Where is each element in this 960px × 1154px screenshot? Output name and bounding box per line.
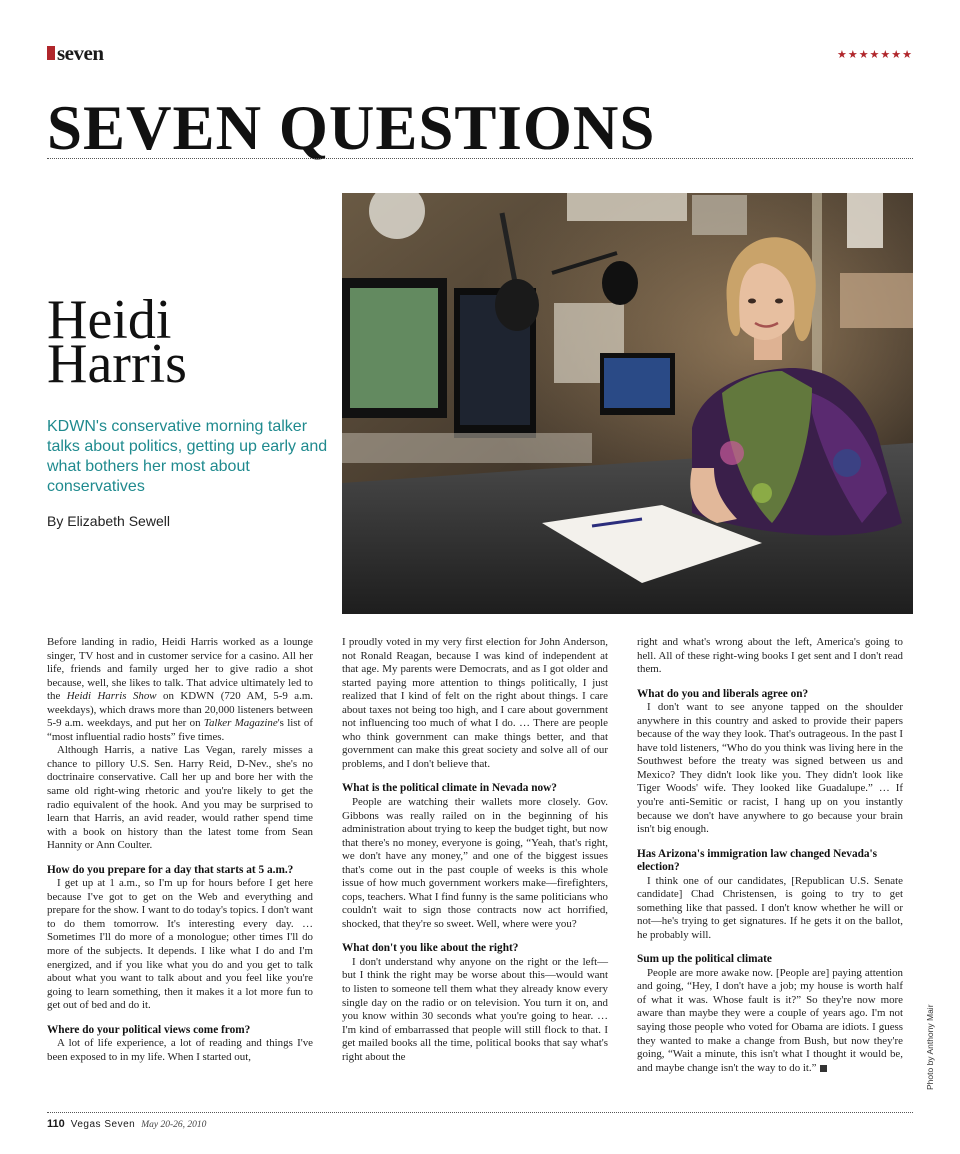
article-deck: KDWN's conservative morning talker talks about politics, getting up early and what bothers her most about conservatives [47,418,328,495]
answer-4-part-1: I don't understand why anyone on the right or the left—but I think the right may be worse about this—would want to listen to someone tell them what they already know every single day on the radio or on television. You turn it on, and you know within 30 seconds what you're going to hear. … I'm kind of embarrassed that people will still flock to that. I get mailed books all the time, political books that say what's right about the [342,955,608,1063]
intro-text-b: on KDWN (720 AM, 5-9 a.m. weekdays), which draws more than 20,000 listeners between 5-9 a.m. weekdays, and put her on [47,690,314,730]
top-divider [47,158,913,159]
answer-6: I think one of our candidates, [Republican U.S. Senate candidate] Chad Christensen, is going to try to get something like that passed. I don't know whether he will or not—he's trying to get signatures. If he gets it on the ballot, he probably will. [637,874,903,941]
photo-credit: Photo by Anthony Mair [925,1004,935,1090]
answer-2-part-1: A lot of life experience, a lot of reading and things I've been exposed to in my life. When I started out, [47,1037,313,1063]
intro-paragraph-1 [47,636,313,744]
subject-last-name: Harris [47,333,187,395]
answer-7-text: People are more awake now. [People are] paying attention and going, “Hey, I don't have a job; my house is worth half of what it was. Whose fault is it?” So they're now more aware than maybe they were a couple of years ago. I'm not saying those people who voted for Obama are idiots. I guess they wanted to make a change from Bush, but now they're going, “Wait a minute, this isn't what I thought it would be, and maybe change isn't the way to do it.” [637,966,903,1074]
subject-name [47,289,187,395]
question-5: What do you and liberals agree on? [637,687,809,700]
section-title: SEVEN QUESTIONS [47,93,656,163]
magazine-name: Talker Magazine [203,717,278,730]
article-column-3 [637,636,903,1075]
show-name: Heidi Harris Show [66,690,157,703]
footer-date: May 20-26, 2010 [141,1120,207,1130]
answer-3: People are watching their wallets more closely. Gov. Gibbons was really railed on in the beginning of his administration about trying to keep the budget tight, but now that there's no money, everyone is going, “Yeah, that's right, we don't have any money,” and one of the biggest issues that's come out in the past couple of weeks is this whole issue of how much government workers make—firefighters, cops, teachers. What I find funny is the same politicians who couldn't wait to sign those contracts now act horrified, shocked, that they're so sweet. Well, where were you? [342,795,608,930]
end-mark-icon [820,1065,827,1072]
intro-text-a: Before landing in radio, Heidi Harris worked as a lounge singer, TV host and in customer service for a casino. All her life, friends and family urged her to give radio a shot because, well, she likes to talk. That advice ultimately led to the [47,636,313,703]
question-3: What is the political climate in Nevada now? [342,782,557,795]
subject-first-name: Heidi [47,289,172,351]
article-column-1 [47,636,313,1064]
brand-bar [47,46,55,60]
question-2: Where do your political views come from? [47,1023,251,1036]
brand-name: seven [57,41,104,65]
answer-4-part-2: right and what's wrong about the left, America's going to hell. All of these right-wing books I get sent and I don't read them. [637,636,903,676]
footer-magazine: Vegas Seven [70,1119,136,1130]
byline: By Elizabeth Sewell [47,513,170,529]
intro-text-c: 's list of “most influential radio hosts” five times. [47,717,313,743]
question-7: Sum up the political climate [637,953,772,966]
portrait-photo-illustration [342,193,913,614]
brand-logo [47,41,104,65]
question-1: How do you prepare for a day that starts at 5 a.m.? [47,863,294,876]
portrait-photo [342,193,913,614]
article-column-2 [342,636,608,1064]
intro-paragraph-2: Although Harris, a native Las Vegan, rarely misses a chance to pillory U.S. Sen. Harry Reid, D-Nev., she's no doctrinaire conservative. Call her up and bore her with the same old right-wing rhetoric and you're likely to get the radio equivalent of the hook. And you may be surprised to learn that Harris, an avid reader, would rather spend time with a book on history than the latest tome from Sean Hannity or Ann Coulter. [47,744,313,852]
question-6: Has Arizona's immigration law changed Nevada's election? [637,847,878,874]
answer-5: I don't want to see anyone tapped on the shoulder anywhere in this country and asked to provide their papers because of the way they look. That's outrageous. In the past I have told listeners, “Who do you think was living here in the Southwest before the treaty was signed between us and Mexico? They didn't look like you. They didn't look like Tiger Woods' wife. They looked like Guadalupe.” … If you're anti-Semitic or racist, I hang up on you instantly because we don't have anywhere to go because your brain isn't big enough. [637,701,903,836]
star-rating-decoration: ★★★★★★★ [836,49,913,61]
answer-2-part-2: I proudly voted in my very first election for John Anderson, not Ronald Reagan, because I was kind of independent at that age. My parents were Democrats, and as I got older and started paying more attention to things politically, I just realized that I kind of felt on the right about things. I care about taxes not being too high, and I care about government not influencing too much of what I do. … There are people who think government can make things better, and that government can make this great society and solve all of our problems, and I don't believe that. [342,636,608,770]
answer-7 [637,967,903,1075]
page-number: 110 [47,1118,65,1130]
bottom-divider [47,1112,913,1113]
page-footer [47,1118,206,1130]
question-4: What don't you like about the right? [342,942,519,955]
answer-1: I get up at 1 a.m., so I'm up for hours before I get here because I've got to get on the Web and everything and prepare for the show. I want to do today's topics. I don't want to do them tomorrow. It's interesting every day. … Sometimes I'll do more of a monologue; other times I'll do more of the subjects. It depends. I like what I do and I'm energized, and if you like what you do and you get to talk about what you want to talk about and you feel like you're going to learn something, then it makes it a lot more fun to get out of bed and do it. [47,877,313,1012]
